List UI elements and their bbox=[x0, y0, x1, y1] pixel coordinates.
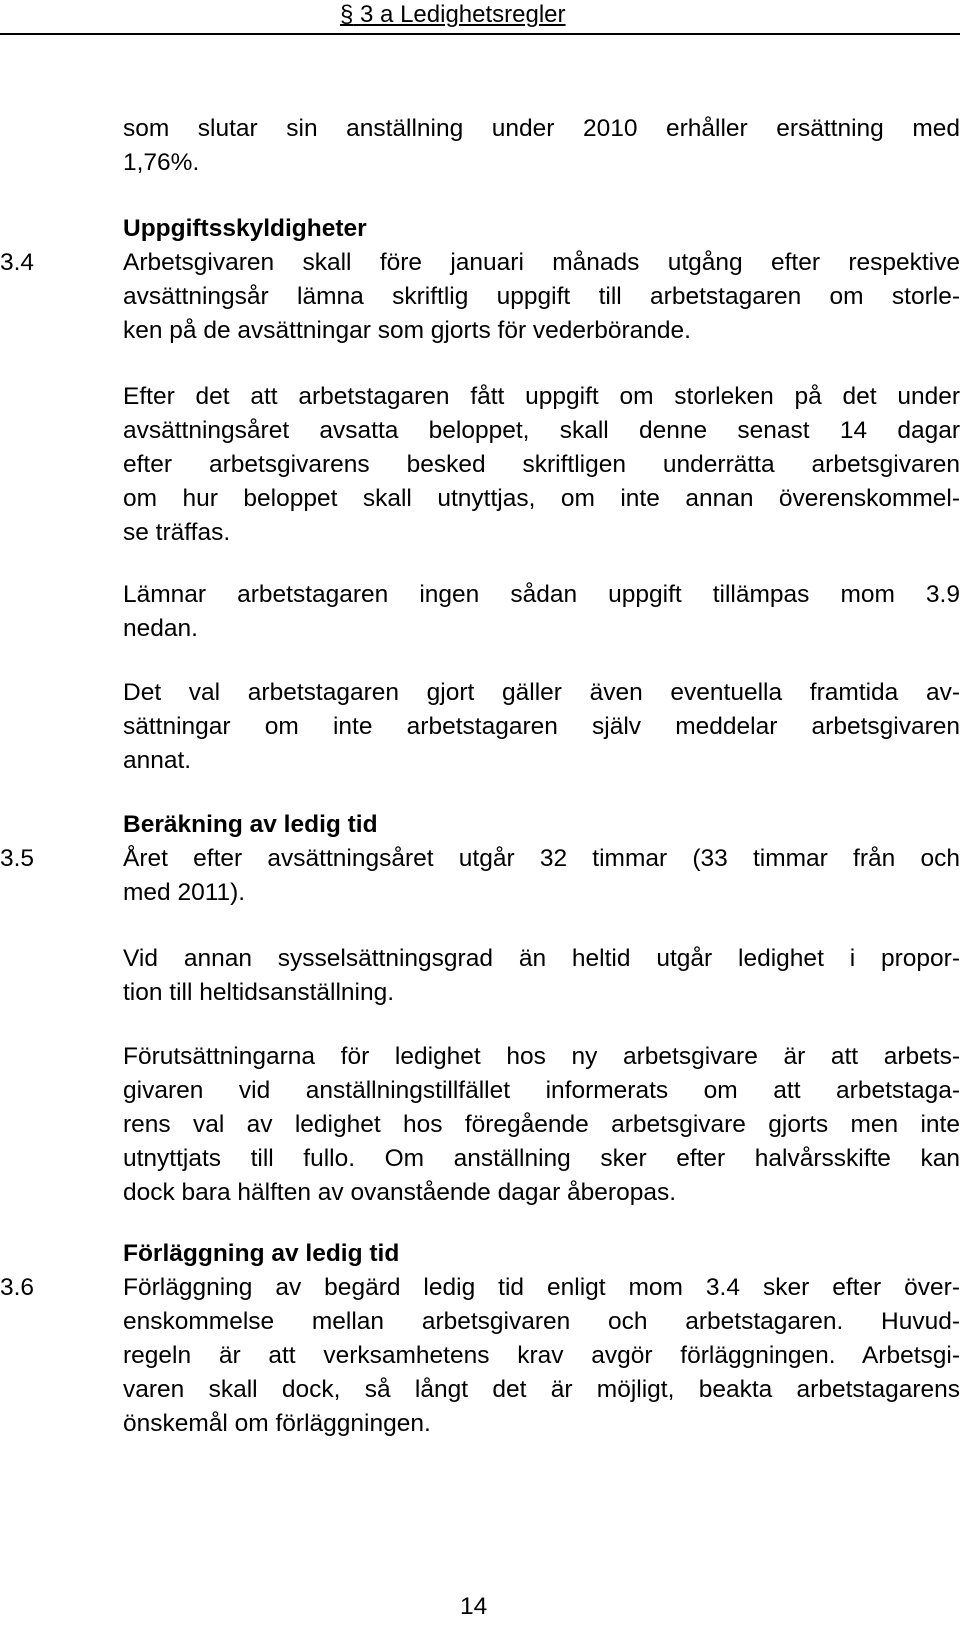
section-heading: Förläggning av ledig tid bbox=[123, 1240, 400, 1267]
paragraph bbox=[123, 246, 960, 348]
text-line: ken på de avsättningar som gjorts för vederbörande. bbox=[123, 317, 691, 344]
text-line: 1,76%. bbox=[123, 149, 200, 176]
text-line: med 2011). bbox=[123, 879, 246, 906]
text-line: Lämnar arbetstagaren ingen sådan uppgift tillämpas mom 3.9 bbox=[123, 581, 960, 608]
text-line: Året efter avsättningsåret utgår 32 timmar (33 timmar från och bbox=[123, 845, 960, 872]
section-number: 3.6 bbox=[0, 1274, 35, 1301]
page-header bbox=[340, 0, 640, 30]
text-line: enskommelse mellan arbetsgivaren och arbetstagaren. Huvud- bbox=[123, 1308, 960, 1335]
section-heading: Uppgiftsskyldigheter bbox=[123, 215, 367, 242]
text-line: om hur beloppet skall utnyttjas, om inte annan överenskommel- bbox=[123, 485, 960, 512]
paragraph bbox=[123, 578, 960, 646]
text-line: utnyttjats till fullo. Om anställning sker efter halvårsskifte kan bbox=[123, 1145, 960, 1172]
paragraph bbox=[123, 380, 960, 550]
text-line: annat. bbox=[123, 747, 192, 774]
header-rule bbox=[0, 33, 960, 35]
text-line: sättningar om inte arbetstagaren själv meddelar arbetsgivaren bbox=[123, 713, 960, 740]
text-line: rens val av ledighet hos föregående arbetsgivare gjorts men inte bbox=[123, 1111, 960, 1138]
text-line: nedan. bbox=[123, 615, 198, 642]
text-line: Efter det att arbetstagaren fått uppgift om storleken på det under bbox=[123, 383, 960, 410]
paragraph bbox=[123, 842, 960, 910]
intro-paragraph bbox=[123, 112, 960, 180]
text-line: Vid annan sysselsättningsgrad än heltid utgår ledighet i propor- bbox=[123, 945, 960, 972]
text-line: regeln är att verksamhetens krav avgör förläggningen. Arbetsgi- bbox=[123, 1342, 960, 1369]
text-line: tion till heltidsanställning. bbox=[123, 979, 395, 1006]
text-line: Det val arbetstagaren gjort gäller även eventuella framtida av- bbox=[123, 679, 960, 706]
header-title: § 3 a Ledighetsregler bbox=[340, 1, 566, 28]
text-line: Förläggning av begärd ledig tid enligt mom 3.4 sker efter över- bbox=[123, 1274, 960, 1301]
paragraph bbox=[123, 942, 960, 1010]
text-line: givaren vid anställningstillfället informerats om att arbetstaga- bbox=[123, 1077, 960, 1104]
paragraph bbox=[123, 1040, 960, 1210]
section-number: 3.5 bbox=[0, 845, 35, 872]
text-line: önskemål om förläggningen. bbox=[123, 1410, 431, 1437]
page-number: 14 bbox=[460, 1593, 488, 1620]
text-line: varen skall dock, så långt det är möjligt, beakta arbetstagarens bbox=[123, 1376, 960, 1403]
text-line: Arbetsgivaren skall före januari månads utgång efter respektive bbox=[123, 249, 960, 276]
text-line: avsättningsår lämna skriftlig uppgift till arbetstagaren om storle- bbox=[123, 283, 960, 310]
text-line: som slutar sin anställning under 2010 erhåller ersättning med bbox=[123, 115, 960, 142]
text-line: se träffas. bbox=[123, 519, 231, 546]
paragraph bbox=[123, 1271, 960, 1441]
paragraph bbox=[123, 676, 960, 778]
text-line: avsättningsåret avsatta beloppet, skall denne senast 14 dagar bbox=[123, 417, 960, 444]
text-line: dock bara hälften av ovanstående dagar åberopas. bbox=[123, 1179, 677, 1206]
section-heading: Beräkning av ledig tid bbox=[123, 811, 378, 838]
text-line: Förutsättningarna för ledighet hos ny arbetsgivare är att arbets- bbox=[123, 1043, 960, 1070]
text-line: efter arbetsgivarens besked skriftligen underrätta arbetsgivaren bbox=[123, 451, 960, 478]
section-number: 3.4 bbox=[0, 249, 35, 276]
